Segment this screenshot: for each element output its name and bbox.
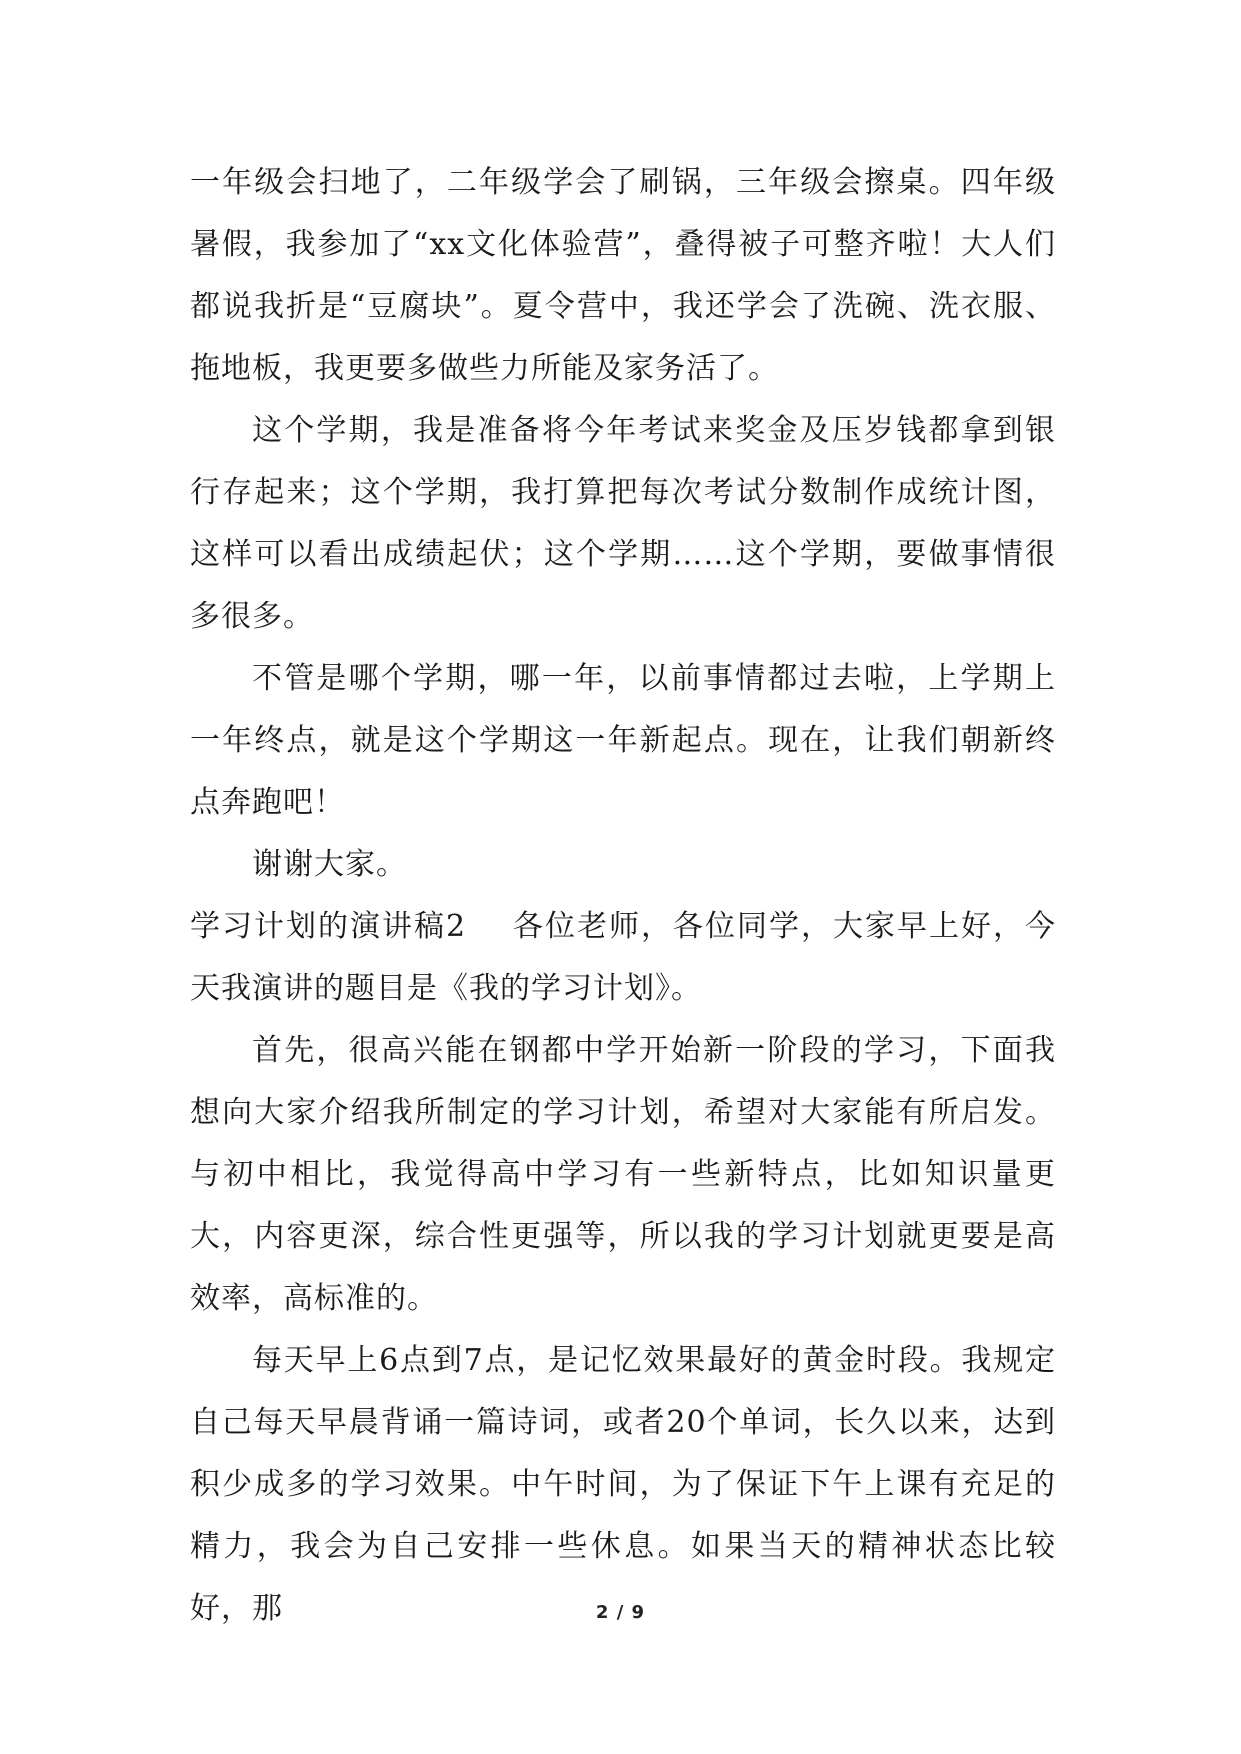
paragraph: 首先，很高兴能在钢都中学开始新一阶段的学习，下面我想向大家介绍我所制定的学习计划，希望对大家能有所启发。与初中相比，我觉得高中学习有一些新特点，比如知识量更大，内容更深，综合性更强等，所以我的学习计划就更要是高效率，高标准的。: [190, 1033, 1056, 1316]
paragraph: 谢谢大家。: [252, 847, 407, 882]
document-body: [190, 152, 1056, 1640]
section-title: 学习计划的演讲稿2: [190, 909, 467, 944]
paragraph: 每天早上6点到7点，是记忆效果最好的黄金时段。我规定自己每天早晨背诵一篇诗词，或者20个单词，长久以来，达到积少成多的学习效果。中午时间，为了保证下午上课有充足的精力，我会为自己安排一些休息。如果当天的精神状态比较好，那: [190, 1343, 1056, 1626]
section-opening: 各位老师，各位同学，大家早上好，今天我演讲的题目是《我的学习计划》。: [190, 909, 1056, 1006]
section-heading-paragraph: [190, 896, 1056, 1020]
paragraph: 一年级会扫地了，二年级学会了刷锅，三年级会擦桌。四年级暑假，我参加了“xx文化体验营”，叠得被子可整齐啦！大人们都说我折是“豆腐块”。夏令营中，我还学会了洗碗、洗衣服、拖地板，我更要多做些力所能及家务活了。: [190, 165, 1056, 386]
page-number: 2 / 9: [595, 1602, 646, 1623]
paragraph: 不管是哪个学期，哪一年，以前事情都过去啦，上学期上一年终点，就是这个学期这一年新起点。现在，让我们朝新终点奔跑吧！: [190, 661, 1056, 820]
paragraph: 这个学期，我是准备将今年考试来奖金及压岁钱都拿到银行存起来；这个学期，我打算把每次考试分数制作成统计图，这样可以看出成绩起伏；这个学期……这个学期，要做事情很多很多。: [190, 413, 1056, 634]
